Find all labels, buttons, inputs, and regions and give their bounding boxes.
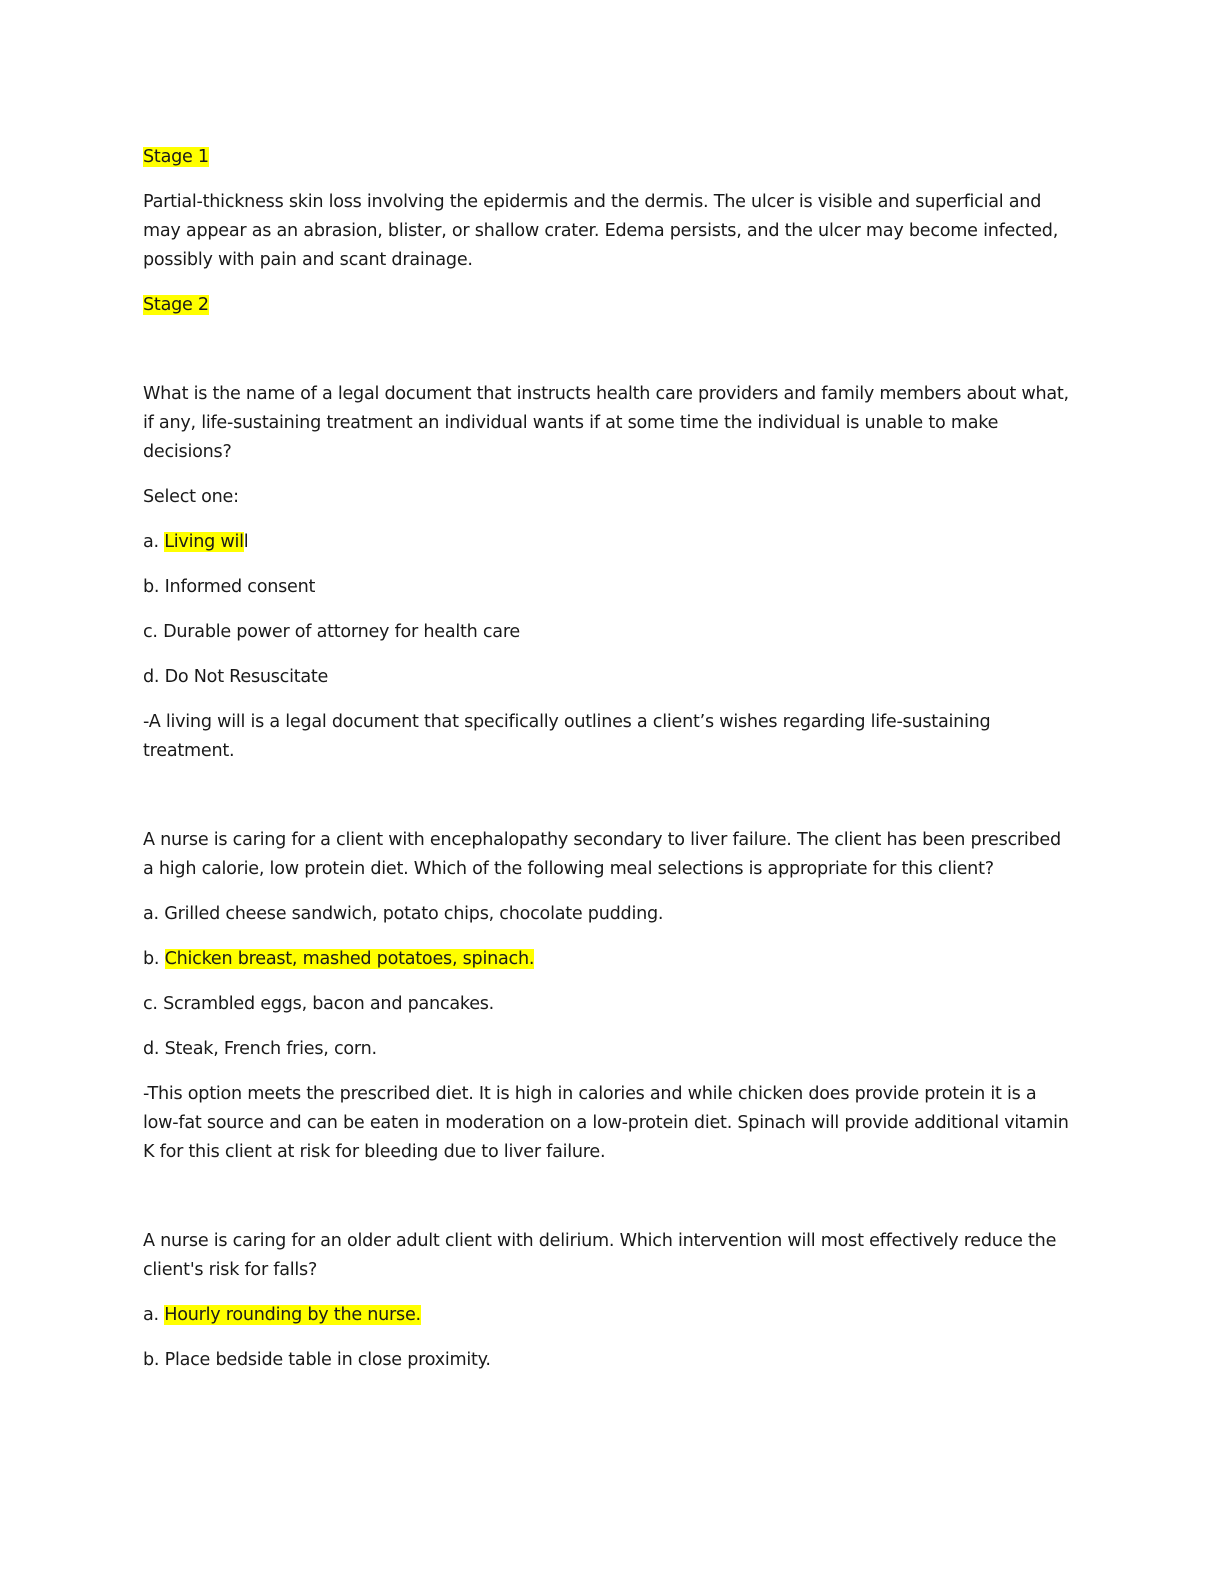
option-highlighted-text: Chicken breast, mashed potatoes, spinach.	[164, 949, 535, 969]
question2-option-c	[143, 990, 1073, 1019]
option-prefix: a.	[143, 904, 165, 924]
stage2-heading	[143, 291, 1073, 320]
question1-option-d	[143, 663, 1073, 692]
option-text: l	[243, 532, 249, 552]
document-body	[143, 143, 1073, 1375]
option-prefix: d.	[143, 1039, 165, 1059]
option-text: Informed consent	[164, 577, 316, 597]
option-prefix: b.	[143, 1350, 165, 1370]
option-prefix: a.	[143, 532, 165, 552]
question1-option-b	[143, 573, 1073, 602]
option-prefix: d.	[143, 667, 165, 687]
option-text: Durable power of attorney for health care	[163, 622, 521, 642]
option-prefix: c.	[143, 994, 164, 1014]
question3-prompt: A nurse is caring for an older adult client with delirium. Which intervention will most effectively reduce the client's risk for falls?	[143, 1231, 1057, 1280]
question1-option-a	[143, 528, 1073, 557]
option-highlighted-text: Hourly rounding by the nurse.	[164, 1305, 421, 1325]
question2-option-a	[143, 900, 1073, 929]
question1-prompt: What is the name of a legal document that instructs health care providers and family members about what, if any, life-sustaining treatment an individual wants if at some time the individual is unable to make decisions?	[143, 384, 1069, 462]
option-text: Do Not Resuscitate	[164, 667, 329, 687]
option-prefix: b.	[143, 949, 165, 969]
question1-rationale: -A living will is a legal document that specifically outlines a client’s wishes regarding life-sustaining treatment.	[143, 712, 991, 761]
question3-option-b	[143, 1346, 1073, 1375]
option-prefix: b.	[143, 577, 165, 597]
question3-option-a	[143, 1301, 1073, 1330]
question2-option-d	[143, 1035, 1073, 1064]
stage1-description: Partial-thickness skin loss involving the epidermis and the dermis. The ulcer is visible and superficial and may appear as an abrasion, blister, or shallow crater. Edema persists, and the ulcer may become infected, possibly with pain and scant drainage.	[143, 192, 1059, 270]
option-text: Steak, French fries, corn.	[164, 1039, 377, 1059]
option-prefix: a.	[143, 1305, 165, 1325]
option-text: Scrambled eggs, bacon and pancakes.	[163, 994, 495, 1014]
option-prefix: c.	[143, 622, 164, 642]
option-highlighted-text: Living wil	[164, 532, 244, 552]
stage1-heading-highlight: Stage 1	[143, 147, 209, 167]
question2-prompt: A nurse is caring for a client with encephalopathy secondary to liver failure. The client has been prescribed a high calorie, low protein diet. Which of the following meal selections is appropriate for this client?	[143, 830, 1061, 879]
option-text: Grilled cheese sandwich, potato chips, chocolate pudding.	[164, 904, 664, 924]
question2-rationale: -This option meets the prescribed diet. It is high in calories and while chicken does provide protein it is a low-fat source and can be eaten in moderation on a low-protein diet. Spinach will provide additional vitamin K for this client at risk for bleeding due to liver failure.	[143, 1084, 1069, 1162]
question1-instruction: Select one:	[143, 487, 239, 507]
stage1-heading	[143, 143, 1073, 172]
question2-option-b	[143, 945, 1073, 974]
question1-option-c	[143, 618, 1073, 647]
stage2-heading-highlight: Stage 2	[143, 295, 209, 315]
option-text: Place bedside table in close proximity.	[164, 1350, 491, 1370]
